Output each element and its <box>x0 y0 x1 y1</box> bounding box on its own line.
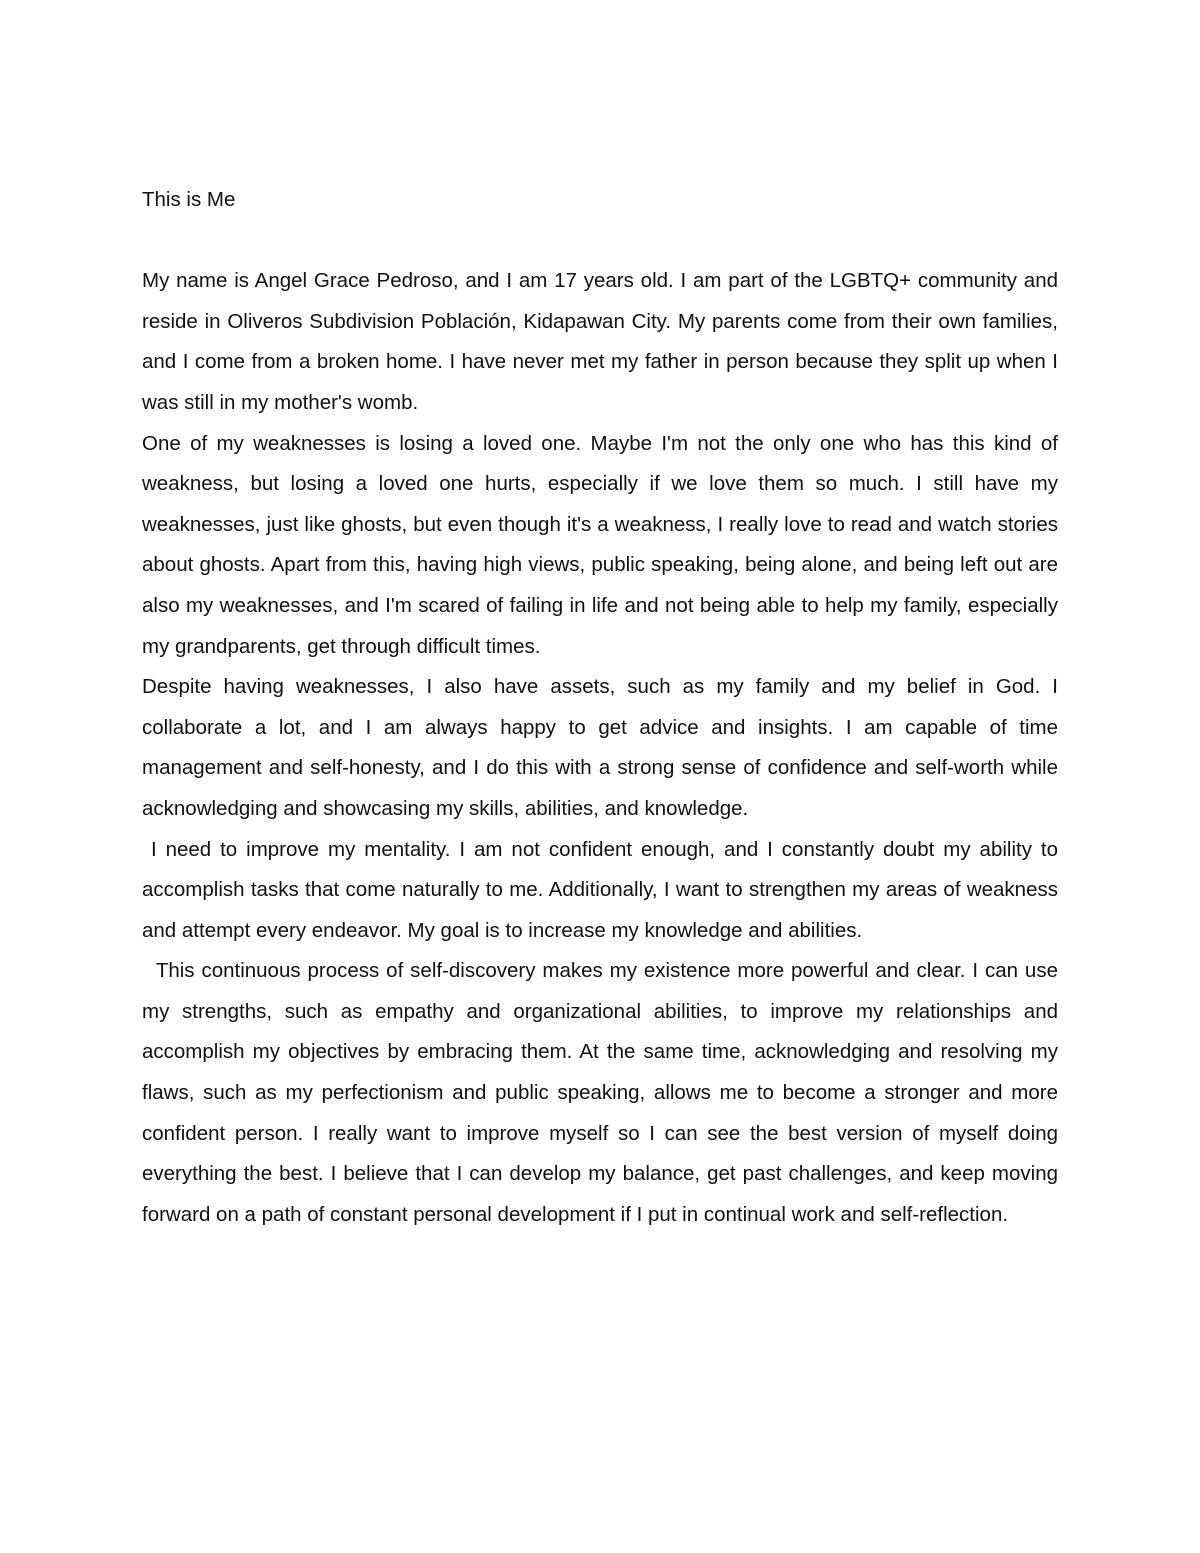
paragraph-assets: Despite having weaknesses, I also have assets, such as my family and my belief in God. I collaborate a lot, and I am always happy to get advice and insights. I am capable of time management and self-honesty, and I do this with a strong sense of confidence and self-worth while acknowledging and showcasing my skills, abilities, and knowledge. <box>142 675 1064 820</box>
paragraph-introduction: My name is Angel Grace Pedroso, and I am 17 years old. I am part of the LGBTQ+ community and reside in Oliveros Subdivision Población, Kidapawan City. My parents come from their own families, and I come from a broken home. I have never met my father in person because they split up when I was still in my mother's womb. <box>142 269 1064 414</box>
paragraph-weaknesses: One of my weaknesses is losing a loved one. Maybe I'm not the only one who has this kind of weakness, but losing a loved one hurts, especially if we love them so much. I still have my weaknesses, just like ghosts, but even though it's a weakness, I really love to read and watch stories about ghosts. Apart from this, having high views, public speaking, being alone, and being left out are also my weaknesses, and I'm scared of failing in life and not being able to help my family, especially my grandparents, get through difficult times. <box>142 431 1064 658</box>
paragraph-improvement: I need to improve my mentality. I am not confident enough, and I constantly doubt my ability to accomplish tasks that come naturally to me. Additionally, I want to strengthen my areas of weakness and attempt every endeavor. My goal is to increase my knowledge and abilities. <box>142 837 1064 942</box>
document-body <box>142 180 1064 1235</box>
paragraph-conclusion: This continuous process of self-discovery makes my existence more powerful and clear. I can use my strengths, such as empathy and organizational abilities, to improve my relationships and accomplish my objectives by embracing them. At the same time, acknowledging and resolving my flaws, such as my perfectionism and public speaking, allows me to become a stronger and more confident person. I really want to improve myself so I can see the best version of myself doing everything the best. I believe that I can develop my balance, get past challenges, and keep moving forward on a path of constant personal development if I put in continual work and self-reflection. <box>142 959 1064 1226</box>
document-title: This is Me <box>142 188 236 211</box>
